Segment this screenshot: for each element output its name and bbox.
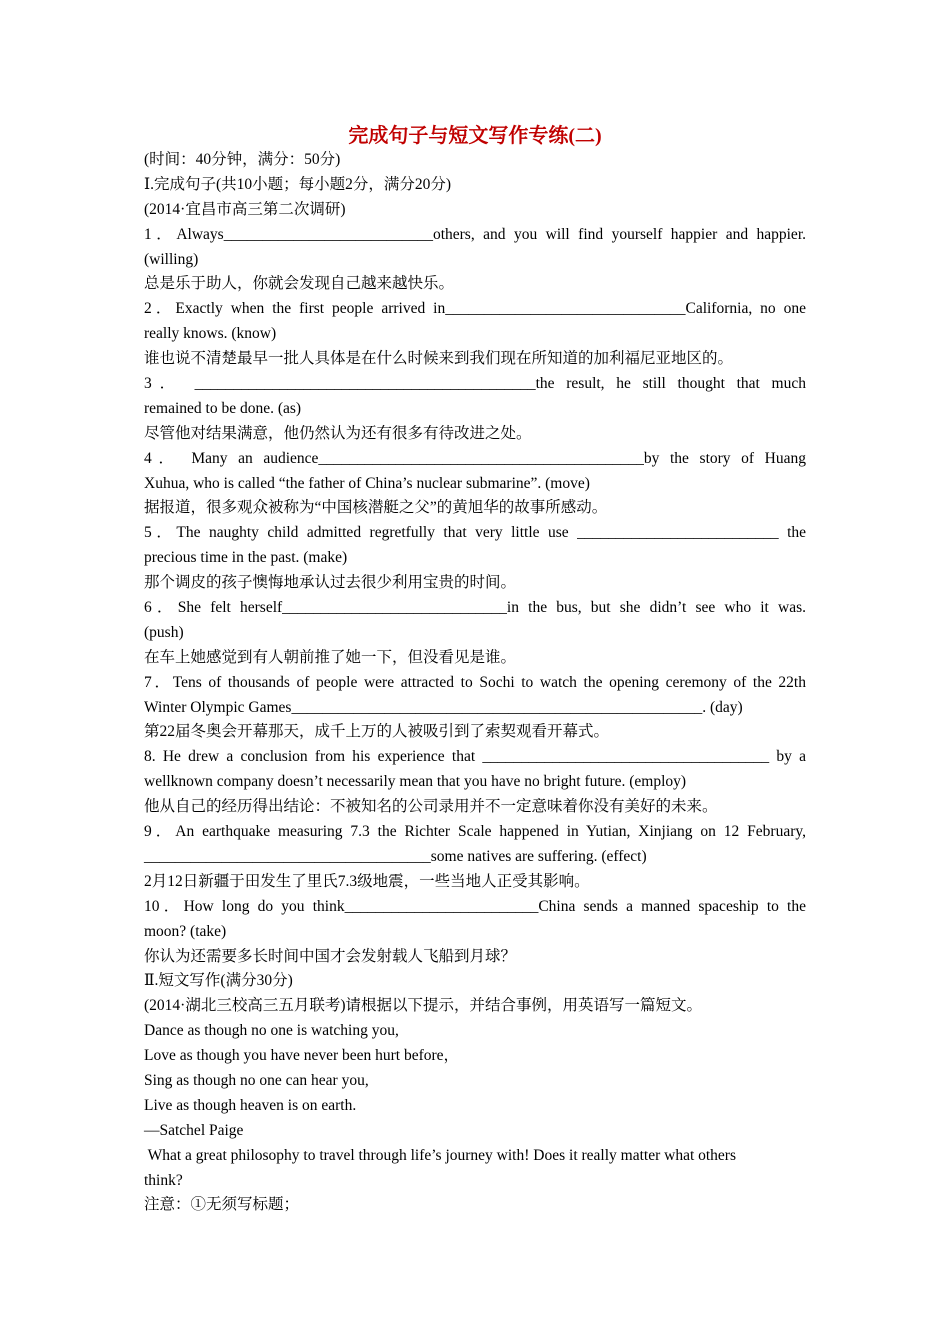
page-title: 完成句子与短文写作专练(二)	[348, 125, 602, 147]
section1-heading: Ⅰ.完成句子(共10小题；每小题2分，满分20分)	[144, 175, 452, 193]
poem-attribution: —Satchel Paige	[144, 1121, 244, 1139]
poem-line: Love as though you have never been hurt before，	[144, 1047, 460, 1065]
question-text-line: 7．Tens of thousands of people were attracted to Sochi to watch the opening ceremony of the 22th	[144, 673, 806, 691]
section2-source: (2014·湖北三校高三五月联考)请根据以下提示，并结合事例，用英语写一篇短文。	[144, 997, 702, 1015]
question-item	[144, 297, 806, 372]
question-chinese-translation: 2月12日新疆于田发生了里氏7.3级地震，一些当地人正受其影响。	[144, 872, 590, 890]
question-chinese-translation: 他从自己的经历得出结论：不被知名的公司录用并不一定意味着你没有美好的未来。	[144, 798, 718, 816]
document-body	[144, 148, 806, 1218]
question-text-line: really knows. (know)	[144, 325, 277, 343]
question-text-line: moon? (take)	[144, 922, 227, 940]
question-text-line: 8. He drew a conclusion from his experience that _____________________________________ by a	[144, 748, 806, 766]
question-chinese-translation: 那个调皮的孩子懊悔地承认过去很少利用宝贵的时间。	[144, 574, 517, 592]
question-item	[144, 521, 806, 596]
question-text-line: 4． Many an audience__________________________________________by the story of Huang	[144, 449, 806, 467]
writing-note: 注意：①无须写标题；	[144, 1196, 300, 1214]
poem-line: Sing as though no one can hear you,	[144, 1071, 369, 1089]
question-chinese-translation: 谁也说不清楚最早一批人具体是在什么时候来到我们现在所知道的加利福尼亚地区的。	[144, 350, 734, 368]
question-item	[144, 745, 806, 820]
question-text-line: 1．Always___________________________others, and you will find yourself happier and happier.	[144, 225, 806, 243]
writing-prompt-line: What a great philosophy to travel through life’s journey with! Does it really matter what others	[144, 1146, 737, 1164]
question-text-line: precious time in the past. (make)	[144, 549, 348, 567]
questions-list	[144, 223, 806, 970]
question-item	[144, 372, 806, 447]
question-text-line: 6．She felt herself_____________________________in the bus, but she didn’t see who it was.	[144, 599, 806, 617]
question-item	[144, 596, 806, 671]
question-text-line: Winter Olympic Games_____________________________________________________. (day)	[144, 698, 743, 716]
question-text-line: 10．How long do you think_________________________China sends a manned spaceship to the	[144, 897, 806, 915]
question-text-line: 5．The naughty child admitted regretfully that very little use __________________________ the	[144, 524, 806, 542]
question-text-line: 9．An earthquake measuring 7.3 the Richter Scale happened in Yutian, Xinjiang on 12 February,	[144, 823, 806, 841]
time-limit-line: (时间：40分钟，满分：50分)	[144, 151, 341, 168]
question-chinese-translation: 在车上她感觉到有人朝前推了她一下，但没看见是谁。	[144, 648, 517, 666]
question-item	[144, 447, 806, 522]
poem-line: Live as though heaven is on earth.	[144, 1096, 357, 1114]
question-text-line: _____________________________________some natives are suffering. (effect)	[144, 847, 647, 865]
question-item	[144, 820, 806, 895]
question-chinese-translation: 你认为还需要多长时间中国才会发射载人飞船到月球？	[144, 947, 517, 965]
question-chinese-translation: 总是乐于助人，你就会发现自己越来越快乐。	[144, 275, 455, 293]
section2-heading: Ⅱ.短文写作(满分30分)	[144, 972, 293, 990]
question-text-line: 2．Exactly when the first people arrived in_______________________________California, no one	[144, 300, 806, 318]
section1-source: (2014·宜昌市高三第二次调研)	[144, 200, 346, 218]
question-text-line: (push)	[144, 623, 184, 641]
question-text-line: remained to be done. (as)	[144, 399, 302, 417]
question-text-line: 3． ____________________________________________the result, he still thought that much	[144, 375, 806, 393]
question-item	[144, 895, 806, 970]
question-text-line: Xuhua, who is called “the father of China’s nuclear submarine”. (move)	[144, 474, 590, 492]
question-text-line: (willing)	[144, 250, 199, 268]
question-item	[144, 223, 806, 298]
poem-line: Dance as though no one is watching you,	[144, 1022, 399, 1040]
question-item	[144, 671, 806, 746]
writing-prompt-line: think?	[144, 1171, 183, 1189]
question-chinese-translation: 尽管他对结果满意，他仍然认为还有很多有待改进之处。	[144, 424, 532, 442]
question-chinese-translation: 第22届冬奥会开幕那天，成千上万的人被吸引到了索契观看开幕式。	[144, 723, 610, 741]
question-text-line: wellknown company doesn’t necessarily mean that you have no bright future. (employ)	[144, 773, 687, 791]
question-chinese-translation: 据报道，很多观众被称为“中国核潜艇之父”的黄旭华的故事所感动。	[144, 499, 608, 517]
